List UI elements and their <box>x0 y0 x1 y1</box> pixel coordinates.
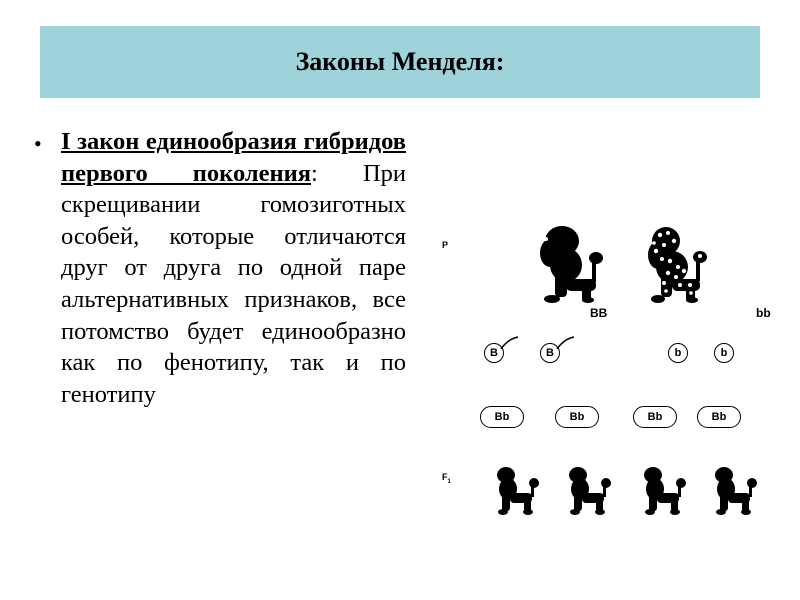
page-title: Законы Менделя: <box>295 47 505 76</box>
law-text-block <box>34 126 406 410</box>
f1-letter: F <box>442 472 448 482</box>
black-poodle-offspring-icon <box>494 465 540 515</box>
bullet-icon: • <box>34 131 42 156</box>
gray-poodle-parent-icon <box>644 223 710 303</box>
cross-diagram <box>436 215 791 525</box>
black-poodle-offspring-icon <box>566 465 612 515</box>
zygote-oval: Bb <box>697 406 741 428</box>
black-poodle-parent-icon <box>538 223 606 303</box>
zygote-oval: Bb <box>480 406 524 428</box>
gamete-tail-icon <box>500 335 520 351</box>
law-paragraph <box>61 126 406 410</box>
f1-subscript: 1 <box>447 478 451 485</box>
zygote-oval: Bb <box>555 406 599 428</box>
gamete-dominant: B <box>540 343 560 363</box>
parent-genotype-dominant: BB <box>590 306 608 320</box>
gamete-dominant: B <box>484 343 504 363</box>
black-poodle-offspring-icon <box>712 465 758 515</box>
parent-genotype-recessive: bb <box>756 306 771 320</box>
gamete-recessive: b <box>714 343 734 363</box>
title-banner <box>40 26 760 98</box>
parent-generation-label: P <box>442 240 449 250</box>
black-poodle-offspring-icon <box>641 465 687 515</box>
law-title: I закон единообразия гибридов первого поколения <box>61 128 406 187</box>
law-description: : При скрещивании гомозиготных особей, которые отличаются друг от друга по одной паре альтернативных признаков, все потомство будет единообразно как по фенотипу, так и по генотипу <box>61 159 406 408</box>
gamete-recessive: b <box>668 343 688 363</box>
zygote-oval: Bb <box>633 406 677 428</box>
gamete-tail-icon <box>556 335 576 351</box>
f1-generation-label <box>442 472 451 485</box>
